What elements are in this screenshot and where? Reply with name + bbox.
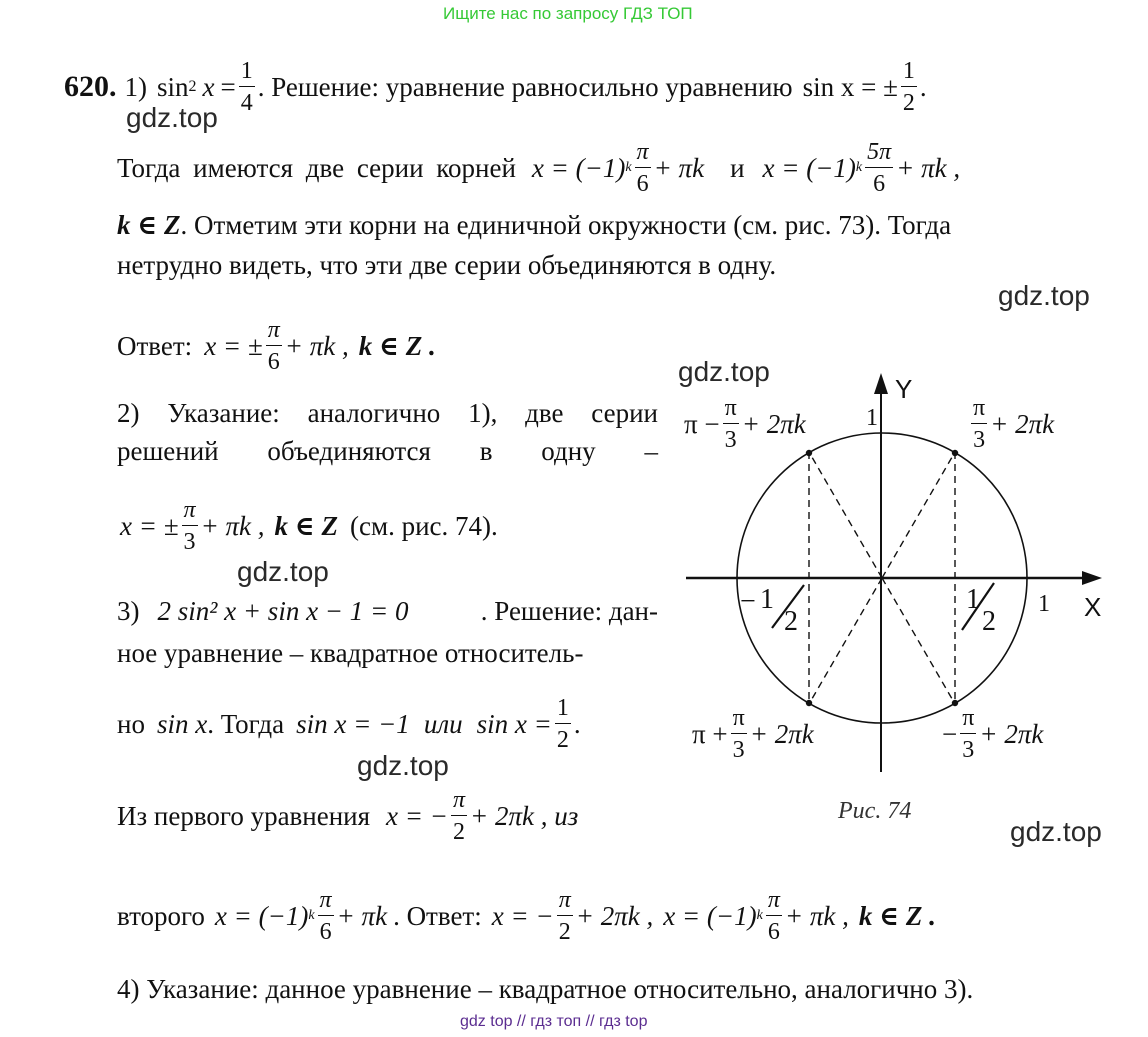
figure-caption: Рис. 74: [838, 798, 912, 824]
part2-eq-prefix: x = ±: [120, 510, 179, 541]
label-bottom-left: π + $\frac{\pi}{3}$ + 2πk: [692, 705, 814, 763]
part2-line-2: решений объединяются в одну –: [117, 436, 658, 466]
series1-suffix: + πk: [653, 152, 705, 183]
part3-line-4: Из первого уравнения x = − $\frac{\pi}{2}$ + 2πk , из: [117, 787, 579, 845]
part1-label: 1): [124, 71, 147, 102]
part2-line-1: 2) Указание: аналогично 1), две серии: [117, 398, 658, 428]
watermark: gdz.top: [678, 356, 770, 387]
pos-half-label: 1 2: [966, 584, 996, 637]
label-top-right: $\frac{\pi}{3}$ + 2πk: [973, 395, 1055, 453]
answer-label: Ответ:: [117, 330, 193, 361]
part2-eq-fraction: $\frac{\pi}{3}$: [183, 497, 196, 555]
footer-links[interactable]: gdz top // гдз топ // гдз top: [460, 1013, 648, 1030]
part3-line-3: но sin x . Тогда sin x = −1 или sin x = $\frac{1}{2}$ .: [117, 695, 581, 753]
part1-line-4: нетрудно видеть, что эти две серии объединяются в одну.: [117, 250, 777, 280]
part3-half-fraction: $\frac{1}{2}$: [556, 695, 569, 753]
part1-line-2: Тогда имеются две серии корней x = (−1) k $\frac{\pi}{6}$ + πk и x = (−1) k $\frac{5\pi}{6}$ + πk ,: [117, 139, 961, 197]
part1-eq-exp: 2: [188, 78, 197, 95]
part1-period: .: [919, 71, 927, 102]
part3-line-1: 3) 2 sin² x + sin x − 1 = 0 . Решение: дан-: [117, 596, 658, 626]
part4-hint: 4) Указание: данное уравнение – квадратное относительно, аналогично 3).: [117, 974, 974, 1004]
part1-rhs-fraction: $\frac{1}{2}$: [902, 58, 915, 116]
answer-prefix: x = ±: [204, 330, 263, 361]
watermark: gdz.top: [998, 280, 1090, 311]
part1-line2-text: Тогда имеются две серии корней: [117, 152, 516, 183]
x-axis-label: X: [1084, 592, 1102, 622]
part3-line-5: второго x = (−1) k $\frac{\pi}{6}$ + πk . Ответ: x = − $\frac{\pi}{2}$ + 2πk , x = (−1) k $\frac{\pi}{6}$ + πk , k ∈ Z .: [117, 887, 936, 945]
neg-half-label: − 1 2: [740, 584, 798, 637]
series2-suffix: + πk ,: [896, 152, 961, 183]
part3-line-2: ное уравнение – квадратное относитель-: [117, 638, 584, 668]
series2-fraction: $\frac{5\pi}{6}$: [867, 139, 892, 197]
y-axis-label: Y: [895, 374, 913, 404]
answer-kz: k ∈ Z .: [358, 330, 436, 361]
part2-kz: k ∈ Z: [274, 510, 339, 541]
part3-equation: 2 sin² x + sin x − 1 = 0: [157, 596, 409, 626]
label-top-left: π − $\frac{\pi}{3}$ + 2πk: [684, 395, 806, 453]
y-axis-arrow-icon: [874, 373, 888, 394]
part2-figure-ref: (см. рис. 74).: [350, 510, 498, 541]
watermark: gdz.top: [357, 750, 449, 781]
answer-fraction: $\frac{\pi}{6}$: [267, 317, 280, 375]
part1-eq-fraction: $\frac{1}{4}$: [240, 58, 253, 116]
part1-eq-sin: sin: [157, 71, 189, 102]
answer-suffix: + πk ,: [284, 330, 349, 361]
x-axis-arrow-icon: [1082, 571, 1102, 585]
watermark: gdz.top: [1010, 816, 1102, 847]
series1-prefix: x = (−1): [531, 152, 626, 183]
problem-number: 620.: [64, 70, 117, 103]
part1-eq-equals: =: [220, 71, 236, 102]
x-tick-one: 1: [1038, 591, 1050, 617]
label-bottom-right: − $\frac{\pi}{3}$ + 2πk: [942, 705, 1044, 763]
watermark: gdz.top: [237, 556, 329, 587]
part1-eq-var: x: [202, 71, 215, 102]
part2-eq-suffix: + πk ,: [200, 510, 265, 541]
part1-rhs: sin x = ±: [802, 71, 898, 102]
y-tick-one: 1: [866, 405, 878, 431]
series2-prefix: x = (−1): [762, 152, 856, 183]
header-promo-link[interactable]: Ищите нас по запросу ГДЗ ТОП: [443, 4, 693, 23]
part1-line3-text: . Отметим эти корни на единичной окружности (см. рис. 73). Тогда: [180, 210, 952, 240]
series1-fraction: $\frac{\pi}{6}$: [636, 139, 649, 197]
part1-text: . Решение: уравнение равносильно уравнению: [257, 71, 793, 102]
watermark: gdz.top: [126, 102, 218, 133]
and-word: и: [730, 152, 745, 183]
k-in-z: k ∈ Z: [117, 210, 181, 240]
